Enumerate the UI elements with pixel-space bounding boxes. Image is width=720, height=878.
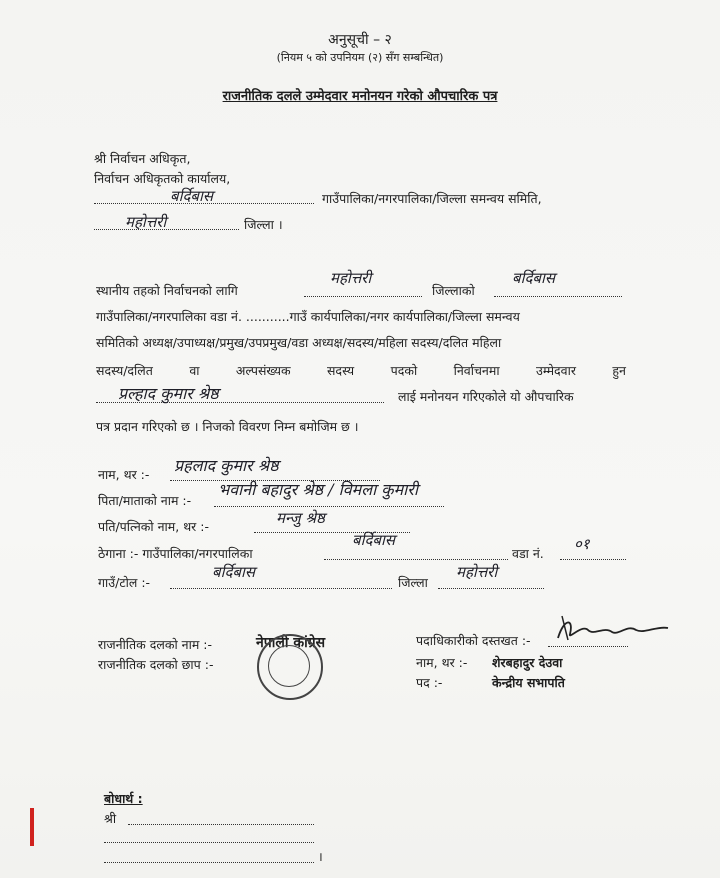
village-label: गाउँ/टोल :- [98,575,151,590]
district-handwritten: महोत्तरी [125,213,167,231]
address-label: ठेगाना :- गाउँपालिका/नगरपालिका [98,546,253,561]
cc-heading: बोधार्थ : [104,791,143,806]
official-post-label: पद :- [416,675,443,690]
cc-dots-3 [104,862,314,863]
cc-shri: श्री [104,811,117,826]
body-line-3: समितिको अध्यक्ष/उपाध्यक्ष/प्रमुख/उपप्रमुख/वडा अध्यक्ष/सदस्य/महिला सदस्य/दलित महिला [96,335,502,350]
cc-dots-2 [104,842,314,843]
margin-red-mark [30,808,34,846]
spouse-handwritten: मन्जु श्रेष्ठ [276,509,325,527]
body-localbody-handwritten: बर्दिबास [512,269,556,287]
body-line-1-b: जिल्लाको [432,283,475,298]
district-dotted-line [94,229,239,230]
office-line: निर्वाचन अधिकृतको कार्यालय, [94,171,231,186]
address-dots [324,559,508,560]
addressee-line: श्री निर्वाचन अधिकृत, [94,151,191,166]
party-seal-label: राजनीतिक दलको छाप :- [98,657,214,672]
local-body-handwritten: बर्दिबास [170,187,214,205]
cc-dots-1 [128,824,314,825]
body-line-4: सदस्य/दलित वा अल्पसंख्यक सदस्य पदको निर्वाचनमा उम्मेदवार हुन [96,363,626,378]
ward-handwritten: ०१ [574,535,590,553]
party-name-label: राजनीतिक दलको नाम :- [98,637,213,652]
official-name-label: नाम, थर :- [416,655,468,670]
document-title: राजनीतिक दलले उम्मेदवार मनोनयन गरेको औपचारिक पत्र [222,89,498,104]
party-name-value: नेपाली कांग्रेस [256,635,326,651]
candidate-name-handwritten: प्रल्हाद कुमार श्रेष्ठ [118,384,219,403]
candidate-name-detail-handwritten: प्रहलाद कुमार श्रेष्ठ [174,456,279,475]
parents-dots [214,506,444,507]
local-body-types: गाउँपालिका/नगरपालिका/जिल्ला समन्वय समिति, [322,191,542,206]
party-seal-stamp [256,634,326,700]
body-l1-dots-2 [494,296,622,297]
signature-label: पदाधिकारीको दस्तखत :- [416,633,531,648]
official-post-value: केन्द्रीय सभापति [492,675,565,690]
ward-label: वडा नं. [512,546,544,561]
official-name-value: शेरबहादुर देउवा [492,655,563,670]
body-line-5-b: लाई मनोनयन गरिएकोले यो औपचारिक [398,389,574,404]
schedule-number: अनुसूची – २ [328,32,392,48]
candidate-name-label: नाम, थर :- [98,467,150,482]
body-district-handwritten: महोत्तरी [330,269,372,287]
detail-district-handwritten: महोत्तरी [456,563,498,581]
parents-label: पिता/माताको नाम :- [98,493,192,508]
cc-end-mark: । [318,849,323,864]
district-label: जिल्ला । [244,217,283,232]
village-handwritten: बर्दिबास [212,563,256,581]
parents-handwritten: भवानी बहादुर श्रेष्ठ / विमला कुमारी [218,480,418,499]
body-line-2: गाउँपालिका/नगरपालिका वडा नं. ...........गाउँ कार्यपालिका/नगर कार्यपालिका/जिल्ला समन्वय [96,309,520,324]
body-line-1-a: स्थानीय तहको निर्वाचनको लागि [96,283,238,298]
spouse-label: पति/पत्निको नाम, थर :- [98,519,209,534]
ward-dots [560,559,626,560]
official-signature-scribble [552,610,672,650]
detail-district-label: जिल्ला [398,575,428,590]
village-dots [170,588,392,589]
body-l1-dots-1 [304,296,422,297]
rule-reference: (नियम ५ को उपनियम (२) सँग सम्बन्धित) [276,51,444,64]
address-handwritten: बर्दिबास [352,531,396,549]
party-seal-inner-ring [268,645,310,687]
detail-district-dots [438,588,544,589]
body-line-6: पत्र प्रदान गरिएको छ । निजको विवरण निम्न बमोजिम छ । [96,419,359,434]
